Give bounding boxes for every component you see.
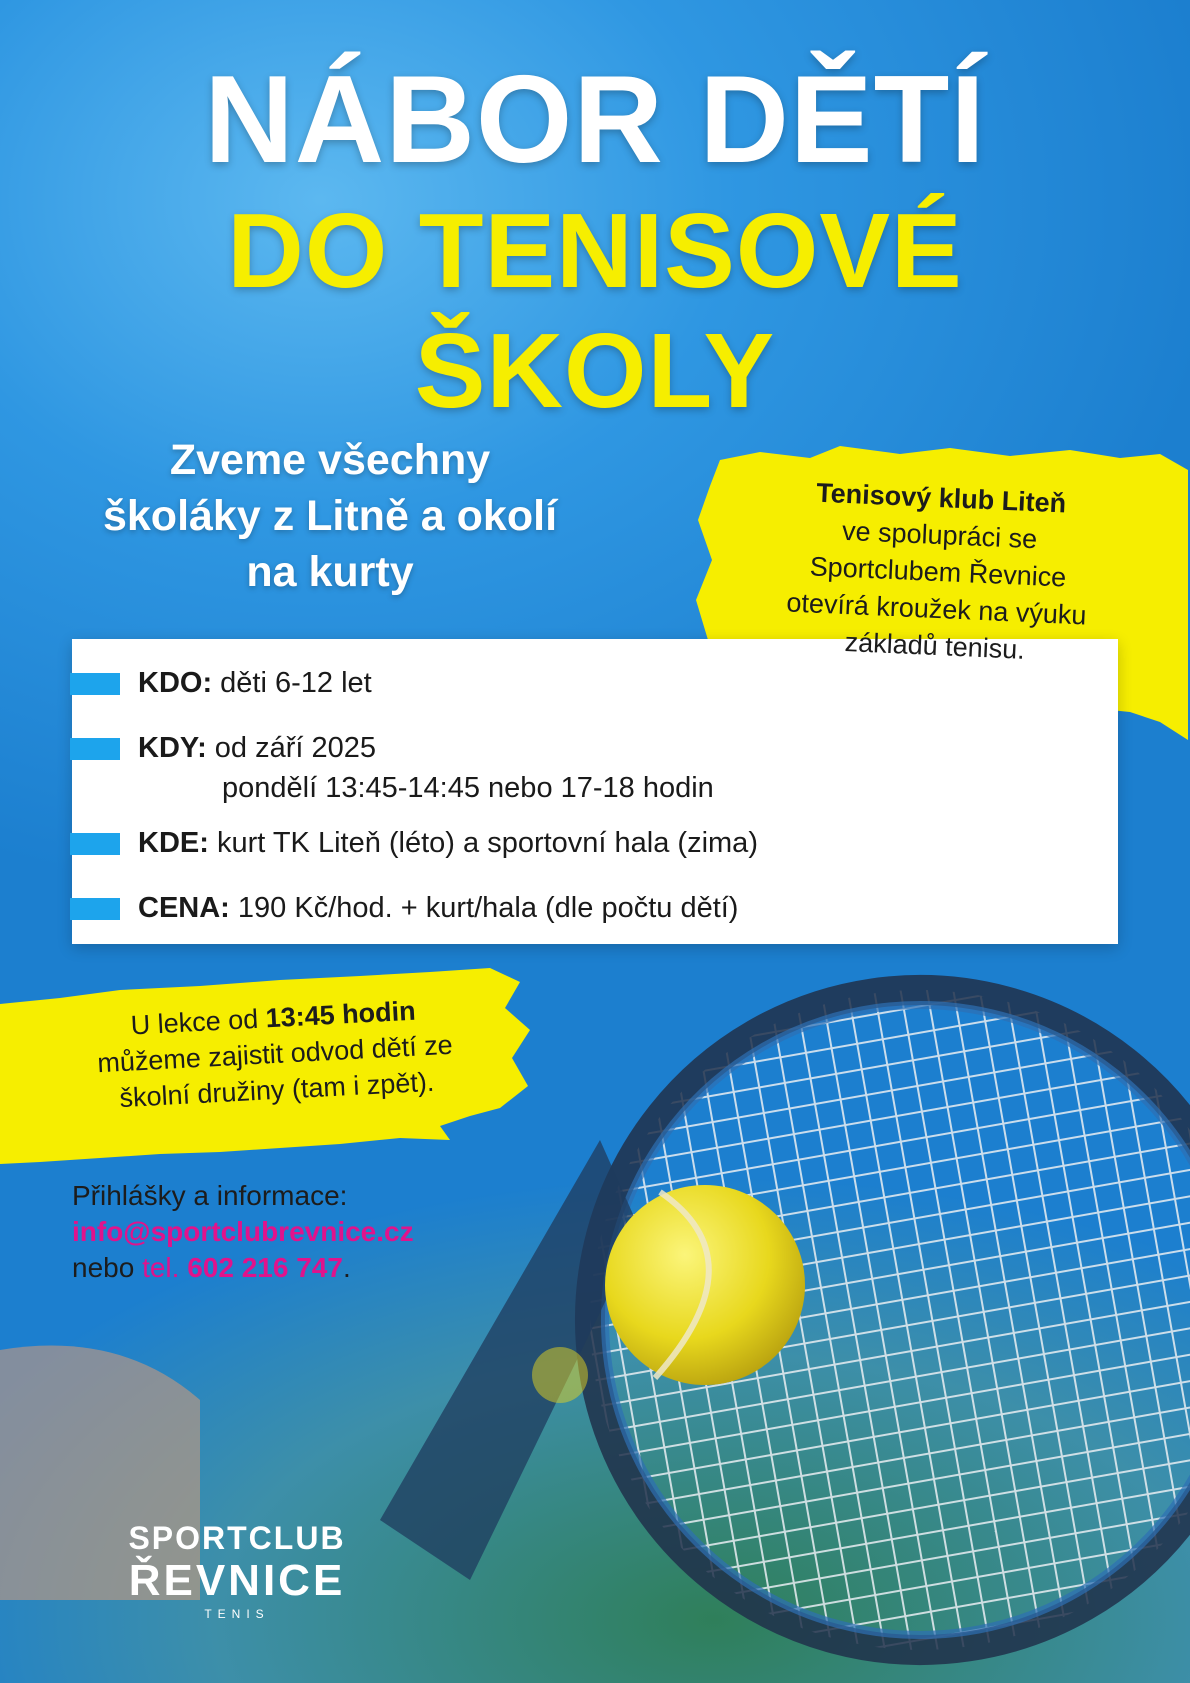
kde-value: kurt TK Liteň (léto) a sportovní hala (zima) bbox=[216, 827, 758, 859]
kde-label: KDE: bbox=[138, 827, 209, 859]
kdo-label: KDO: bbox=[138, 667, 213, 699]
bullet-bar bbox=[70, 833, 120, 855]
club-note-line-5: základů tenisu. bbox=[844, 627, 1026, 665]
club-note-line-4: otevírá kroužek na výuku bbox=[785, 587, 1087, 631]
title-line-2: DO TENISOVÉ bbox=[227, 192, 963, 310]
logo-line-3: TENIS bbox=[204, 1607, 270, 1621]
kdy-value: od září 2025 bbox=[214, 732, 377, 764]
club-name: Tenisový klub Liteň bbox=[815, 477, 1067, 519]
invite-line-2: školáky z Litně a okolí bbox=[102, 492, 558, 540]
invite-line-3: na kurty bbox=[246, 548, 414, 596]
bullet-bar bbox=[70, 738, 120, 760]
bullet-bar bbox=[70, 673, 120, 695]
cena-value: 190 Kč/hod. + kurt/hala (dle počtu dětí) bbox=[237, 892, 739, 924]
contact-heading: Přihlášky a informace: bbox=[72, 1180, 348, 1211]
logo-line-2: ŘEVNICE bbox=[128, 1556, 346, 1605]
club-note-line-3: Sportclubem Řevnice bbox=[809, 551, 1067, 593]
details-box bbox=[72, 639, 1118, 944]
club-note-line-2: ve spolupráci se bbox=[841, 515, 1038, 555]
invite-line-1: Zveme všechny bbox=[169, 436, 491, 484]
pickup-prefix: U lekce od bbox=[129, 1003, 259, 1041]
kdo-value: děti 6-12 let bbox=[220, 667, 372, 699]
pickup-line-3: školní družiny (tam i zpět). bbox=[118, 1066, 436, 1114]
contact-phone[interactable]: 602 216 747 bbox=[187, 1252, 343, 1283]
contact-email[interactable]: info@sportclubrevnice.cz bbox=[72, 1216, 414, 1247]
logo-line-1: SPORTCLUB bbox=[128, 1520, 346, 1556]
bullet-bar bbox=[70, 898, 120, 920]
sportclub-logo bbox=[112, 1520, 362, 1622]
pickup-line-2: můžeme zajistit odvod dětí ze bbox=[96, 1029, 454, 1079]
contact-block bbox=[72, 1178, 414, 1286]
kdy-label: KDY: bbox=[138, 732, 207, 764]
title-line-3: ŠKOLY bbox=[414, 312, 776, 430]
phone-label: tel. bbox=[142, 1252, 180, 1283]
contact-suffix: . bbox=[342, 1252, 351, 1283]
phone-prefix: nebo bbox=[72, 1252, 135, 1283]
cena-label: CENA: bbox=[138, 892, 230, 924]
title-line-1: NÁBOR DĚTÍ bbox=[204, 51, 986, 189]
invite-text bbox=[40, 432, 620, 600]
pickup-time: 13:45 hodin bbox=[264, 995, 417, 1034]
club-note bbox=[734, 471, 1142, 673]
kdy-value-2: pondělí 13:45-14:45 nebo 17-18 hodin bbox=[222, 772, 714, 804]
